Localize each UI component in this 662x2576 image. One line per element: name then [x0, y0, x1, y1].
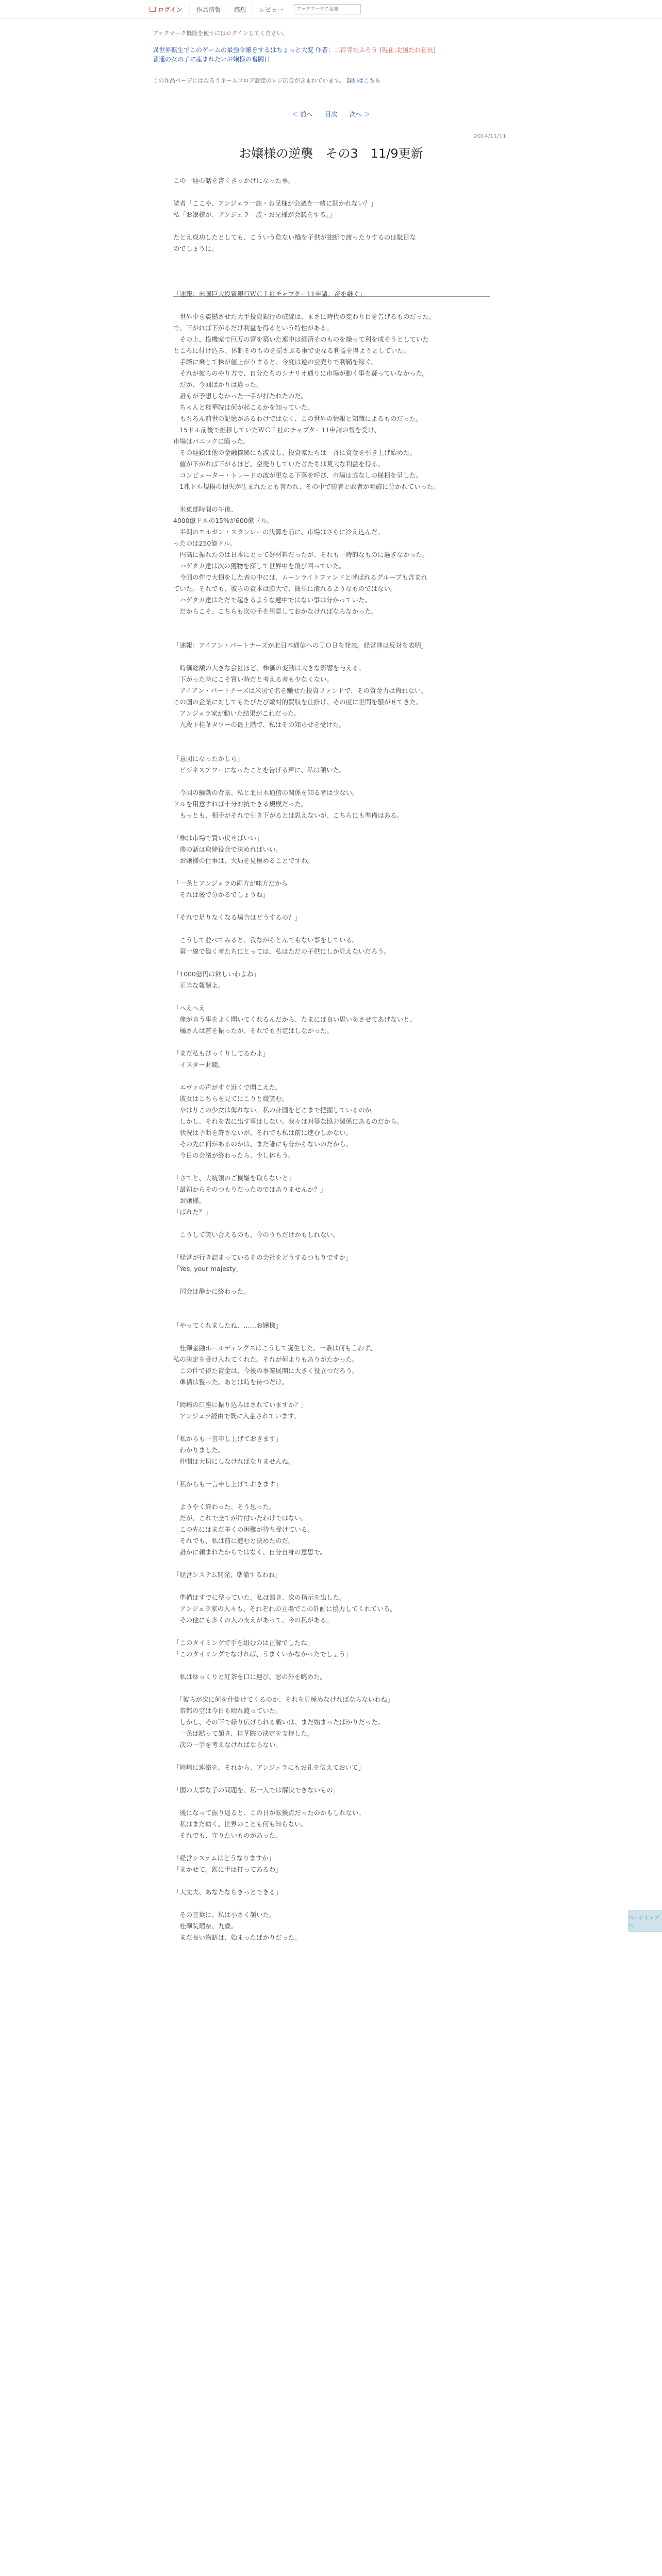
top-navigation-inner — [145, 0, 361, 19]
body-line: この先にはまだ多くの困難が待ち受けている。 — [173, 1526, 314, 1533]
body-line: 「経営が行き詰まっているその会社をどうするつもりですか」 — [173, 1253, 352, 1261]
body-line: 準備は整った。あとは時を待つだけ。 — [173, 1378, 289, 1386]
body-line: 帝都の空は今日も晴れ渡っていた。 — [173, 1707, 282, 1715]
body-line: やはりこの少女は侮れない。私の計画をどこまで把握しているのか。 — [173, 1106, 378, 1114]
body-line: 俺が言う事をよく聞いてくれるんだから、たまには良い思いをさせてあげないと。 — [173, 1015, 416, 1023]
body-line: ビジネスアワーになったことを告げる声に、私は頷いた。 — [173, 766, 346, 774]
body-line: 「ばれた？」 — [173, 1208, 212, 1216]
body-line: 「国の大事な子の問題を、私一人では解決できないもの」 — [173, 1786, 340, 1794]
body-line: 橘さんは首を振ったが、それでも否定はしなかった。 — [173, 1027, 333, 1035]
body-line: 「経営システムはどうなりますか」 — [173, 1854, 275, 1862]
body-line: 「速報：米国巨大投資銀行ＷＣＩ社チャプター11申請。帝を継ぐ」 — [173, 290, 366, 298]
body-line: 後の話は取締役会で決めればいい。 — [173, 845, 282, 853]
top-navigation — [0, 0, 662, 19]
body-line: 市場はパニックに陥った。 — [173, 437, 250, 445]
body-line — [173, 957, 490, 969]
body-line — [173, 1558, 490, 1569]
body-line: 次の一手を考えなければならない。 — [173, 1741, 282, 1749]
body-line — [173, 1796, 490, 1807]
body-line: コンピューター・トレードの波が更なる下落を呼び、市場は底なしの様相を呈した。 — [173, 471, 422, 479]
body-line: 「さてと、大統領のご機嫌を取らないと」 — [173, 1174, 295, 1182]
body-line — [173, 617, 490, 629]
body-line: のでしょうに。 — [173, 245, 218, 252]
body-line — [173, 1071, 490, 1082]
body-line — [173, 1660, 490, 1671]
body-line: ハゲタカ達は次の獲物を探して世界中を飛び回っていた。 — [173, 562, 345, 570]
body-line: ちゃんと桂華院は何が起こるかを知っていた。 — [173, 403, 314, 411]
body-line: 値が下がれば下がるほど、空売りしていた者たちは莫大な利益を得る。 — [173, 460, 384, 468]
body-line — [173, 1309, 490, 1320]
bookmark-notice-suffix: してください。 — [248, 30, 288, 37]
body-line: 国会は静かに終わった。 — [173, 1287, 250, 1295]
login-link[interactable] — [145, 5, 189, 14]
body-line: 時価総額の大きな会社ほど、株価の変動は大きな影響を与える。 — [173, 664, 365, 672]
body-line: たとえ成功したとしても、こういう危ない橋を子供が独断で渡ったりするのは駄目な — [173, 233, 416, 241]
body-line — [173, 629, 490, 640]
body-line: 「一条とアンジェラの両方が味方だから — [173, 879, 288, 887]
body-line: ていた。それでも、彼らの資本は膨大で、簡単に潰れるようなものではない。 — [173, 585, 397, 592]
body-line: 「岡崎の口座に振り込みはされていますか？」 — [173, 1401, 308, 1409]
body-line — [173, 867, 490, 878]
body-line — [173, 1875, 490, 1887]
body-line — [173, 187, 490, 198]
chapter-date: 2014/11/11 — [473, 133, 506, 140]
body-line: 「Yes, your majesty」 — [173, 1265, 242, 1273]
bookmark-add-input[interactable] — [294, 4, 361, 14]
body-line: 今回の件で大損をした者の中には、ムーンライトファンドと呼ばれるグループも含まれ — [173, 573, 427, 581]
body-line: アンジェラ家が動いた結果がこれだった。 — [173, 709, 301, 717]
body-line: お嬢様。 — [173, 1197, 205, 1205]
body-line: 「このタイミングで手を組むのは正解でしたね」 — [173, 1639, 314, 1647]
body-line: 「大丈夫、あなたならきっとできる」 — [173, 1888, 282, 1896]
body-line: その上、投機家で巨万の富を築いた連中は経済そのものを操って利を成そうとしていた — [173, 335, 429, 343]
body-line: 「それで足りなくなる場合はどうするの？」 — [173, 913, 301, 921]
body-line: 私はゆっくりと紅茶を口に運び、窓の外を眺めた。 — [173, 1673, 326, 1681]
body-line: 彼女はこちらを見てにこりと微笑む。 — [173, 1095, 289, 1103]
body-line: ようやく終わった、そう思った。 — [173, 1503, 276, 1511]
body-line — [173, 1581, 490, 1592]
body-line: 「株は市場で買い戻せばいい」 — [173, 834, 263, 842]
series-info — [153, 45, 508, 55]
body-line — [173, 221, 490, 232]
body-line — [173, 1422, 490, 1433]
ad-warning-detail-link[interactable]: 詳細はこちら — [346, 77, 381, 84]
body-line: 今回の騒動の背景、私と北日本通信の関係を知る者は少ない。 — [173, 789, 359, 796]
body-line: エヴァの声がすぐ近くで聞こえた。 — [173, 1083, 282, 1091]
body-line — [173, 1275, 490, 1286]
series-subtitle: 普通の女の子に産まれたいお嬢様の奮闘日 — [153, 56, 271, 63]
body-line: 手際に乗じて株が値上がりすると、今度は逆の空売りで利鞘を稼ぐ。 — [173, 358, 378, 366]
ad-warning — [153, 76, 508, 84]
body-line: アイアン・パートナーズは米国で名を馳せた投資ファンドで、その資金力は侮れない。 — [173, 687, 427, 694]
novel-header — [153, 29, 508, 84]
series-title-link[interactable]: 異世界転生でこのゲームの最強令嬢をするはちょっと大変 — [153, 46, 314, 54]
body-line: 4000億ドルの15%が600億ドル。 — [173, 517, 273, 524]
body-line — [173, 1751, 490, 1762]
body-line: 私「お嬢様が、アンジェラ一族・お兄様が会議をする。」 — [173, 211, 336, 218]
body-line: 桂華院瑠奈、九歳。 — [173, 1922, 237, 1930]
body-line: 「彼らが次に何を仕掛けてくるのか、それを見極めなければならないわね」 — [173, 1696, 394, 1703]
body-line: こうして笑い合えるのも、今のうちだけかもしれない。 — [173, 1231, 340, 1239]
body-line — [173, 255, 490, 266]
body-line: アンジェラ経由で既に入金されています。 — [173, 1412, 300, 1420]
body-line — [173, 991, 490, 1003]
body-line: 半期のモルガン・スタンレーの決算を前に、市場はさらに冷え込んだ。 — [173, 528, 384, 536]
body-line — [173, 1490, 490, 1501]
body-line: 円高に振れたのは日本にとって好材料だったが、それも一時的なものに過ぎなかった。 — [173, 551, 429, 558]
body-line: 「私からも一言申し上げておきます」 — [173, 1435, 282, 1443]
body-line: 1兆ドル規模の損失が生まれたとも言われ、その中で勝者と敗者が明確に分かれていった。 — [173, 483, 440, 490]
body-line — [173, 1037, 490, 1048]
body-line — [173, 1467, 490, 1479]
body-line: 「やってくれましたね、……お嬢様」 — [173, 1321, 282, 1329]
body-line: だが、今回ばかりは違った。 — [173, 381, 263, 388]
ad-warning-text: この作品ページにはなろうネームブログ設定のレジ広告が含まれています。 — [153, 77, 345, 84]
body-line: 米東部時間の午後、 — [173, 505, 237, 513]
body-line: 下がった時にこそ買い時だと考える者も少なくない。 — [173, 675, 333, 683]
body-line: 誰もが予想しなかった一手が打たれたのだ。 — [173, 392, 308, 400]
author-link[interactable]: 二百寺たふろう (現在:北国たれ社長) — [334, 46, 436, 54]
body-line: 九段下桂華タワーの最上階で、私はその知らせを受けた。 — [173, 721, 345, 728]
body-line: ところに付け込み、体制そのものを揺さぶる事で更なる利益を得ようとしていた。 — [173, 347, 410, 354]
bookmark-notice-login-link[interactable]: ログイン — [226, 30, 249, 37]
body-line: ハゲタカ達はただで起きるような連中ではない事は分かっていた。 — [173, 596, 371, 604]
page-top-button[interactable]: ページトップへ — [628, 1910, 662, 1932]
body-line: しかし、その下で繰り広げられる戦いは、まだ始まったばかりだった。 — [173, 1718, 384, 1726]
body-line: 「岡崎に連絡を。それから、アンジェラにもお礼を伝えておいて」 — [173, 1764, 365, 1771]
body-line — [173, 1898, 490, 1909]
body-line: まだ長い物語は、始まったばかりだった。 — [173, 1934, 301, 1941]
body-line: 一条は黙って頷き、桂華院の決定を支持した。 — [173, 1730, 314, 1737]
body-line: 15ドル前後で推移していたＷＣＩ社のチャプター11申請の報を受け、 — [173, 426, 381, 434]
bookmark-notice-prefix: ブックマーク機能を使うには — [153, 30, 226, 37]
body-line: しかし、それを表に出す事はしない。我々は対等な協力関係にあるのだから。 — [173, 1117, 404, 1125]
body-line: 「へえへえ」 — [173, 1004, 212, 1012]
body-line: それでも、守りたいものがあった。 — [173, 1832, 282, 1839]
body-line: こうして並べてみると、我ながらとんでもない事をしている。 — [173, 936, 359, 944]
body-line — [173, 1626, 490, 1637]
body-line — [173, 651, 490, 663]
body-line: もちろん前世の記憶があるわけではなく、この世界の情報と知識によるものだった。 — [173, 415, 422, 422]
body-line: 「私からも一言申し上げておきます」 — [173, 1480, 282, 1488]
body-line: アンジェラ家の人々も、それぞれの立場でこの計画に協力してくれている。 — [173, 1605, 396, 1613]
body-line: 読者「ここや、アンジェラ一族・お兄様が会議を一緒に開かれない？」 — [173, 199, 377, 207]
body-line: 後になって振り返ると、この日が転換点だったのかもしれない。 — [173, 1809, 365, 1817]
body-line: ドルを用意すれば十分対抗できる規模だった。 — [173, 800, 308, 808]
body-line: その連鎖は他の金融機関にも波及し、投資家たちは一斉に資金を引き上げ始めた。 — [173, 449, 416, 456]
body-line — [173, 266, 490, 277]
body-line: 「速報：アイアン・パートナーズが北日本通信へのＴＯＢを発表。経営陣は反対を表明」 — [173, 641, 428, 649]
body-line — [173, 300, 490, 311]
body-line — [173, 1841, 490, 1853]
body-line: 世界中を震撼させた大手投資銀行の破綻は、まさに時代の変わり目を告げるものだった。 — [173, 313, 436, 320]
body-line: 「意図になったかしら」 — [173, 755, 244, 762]
body-line — [173, 923, 490, 935]
nav-review[interactable]: レビュー — [252, 5, 290, 14]
body-line: 私の決定を受け入れてくれた。それが何よりもありがたかった。 — [173, 1355, 359, 1363]
body-line: 「まだ私もびっくりしてるわよ」 — [173, 1049, 269, 1057]
body-line: この一連の話を書くきっかけになった事。 — [173, 177, 295, 184]
chapter-pager — [0, 110, 662, 118]
chapter-title: お嬢様の逆襲 その3 11/9更新 — [239, 146, 423, 161]
bookmark-notice — [153, 29, 508, 37]
body-line — [173, 1241, 490, 1252]
body-line — [173, 1297, 490, 1309]
body-line: ったのは250億ドル。 — [173, 539, 236, 547]
toc-link[interactable]: 目次 — [324, 111, 337, 118]
body-line: この国の企業に対してもたびたび敵対的買収を仕掛け、その度に世間を騒がせてきた。 — [173, 698, 423, 706]
nav-impressions[interactable]: 感想 — [227, 5, 252, 14]
body-line — [173, 731, 490, 742]
body-line: この件で得た資金は、今後の事業展開に大きく役立つだろう。 — [173, 1367, 359, 1375]
body-line — [173, 821, 490, 833]
novel-body — [173, 175, 490, 1943]
body-line: その言葉に、私は小さく頷いた。 — [173, 1911, 276, 1919]
body-line: わかりました。 — [173, 1446, 225, 1454]
body-line: 準備はすでに整っていた。私は頷き、次の指示を出した。 — [173, 1594, 346, 1601]
body-line: もっとも、相手がそれで引き下がるとは思えないが、こちらにも準備はある。 — [173, 811, 404, 819]
body-line: 誰かに頼まれたからではなく、自分自身の意思で。 — [173, 1548, 326, 1556]
body-line — [173, 1388, 490, 1399]
next-chapter-link[interactable]: 次へ ＞ — [349, 111, 370, 118]
body-line — [173, 1773, 490, 1785]
body-line: だからこそ、こちらも次の手を用意しておかなければならなかった。 — [173, 607, 378, 615]
body-line: お嬢様の仕事は、大局を見極めることですわ。 — [173, 857, 314, 865]
body-line: それは後で分かるでしょうね」 — [173, 891, 269, 899]
body-line — [173, 277, 490, 289]
login-icon — [150, 7, 156, 12]
body-line: 今日の会議が終わったら、少し休もう。 — [173, 1151, 295, 1159]
body-line: 私はまだ幼く、世界のことも何も知らない。 — [173, 1820, 307, 1828]
body-line — [173, 1161, 490, 1173]
body-line: それが彼らのやり方で、自分たちのシナリオ通りに市場が動く事を疑っていなかった。 — [173, 369, 429, 377]
login-label: ログイン — [158, 6, 183, 13]
body-line: その他にも多くの人の支えがあって、今の私がある。 — [173, 1616, 333, 1624]
body-line: 「このタイミングでなければ、うまくいかなかったでしょう」 — [173, 1650, 352, 1658]
body-line: 「1000億円は欲しいわよね」 — [173, 970, 260, 978]
body-line: その先に何があるのかは、まだ誰にも分からないのだから。 — [173, 1140, 352, 1148]
body-line: イスター財閥。 — [173, 1061, 225, 1069]
author-label: 作者： — [315, 46, 334, 54]
body-line — [173, 1683, 490, 1694]
body-line: だが、これで全てが片付いたわけではない。 — [173, 1514, 308, 1522]
body-line: 「経営システム開発、準備するわね」 — [173, 1571, 282, 1579]
body-line — [173, 776, 490, 787]
body-line — [173, 901, 490, 912]
body-line: それでも、私は前に進むと決めたのだ。 — [173, 1537, 295, 1545]
body-line: 状況は予断を許さないが、それでも私は前に進むしかない。 — [173, 1129, 352, 1137]
body-line: で、下がれば下がるだけ利益を得るという特性がある。 — [173, 324, 333, 332]
body-line — [173, 493, 490, 504]
prev-chapter-link[interactable]: ＜ 前へ — [292, 111, 313, 118]
body-line: 正当な報酬よ。 — [173, 981, 225, 989]
body-line — [173, 1331, 490, 1343]
nav-work-info[interactable]: 作品情報 — [189, 5, 227, 14]
body-line: 第一線で働く者たちにとっては、私はただの子供にしか見えないだろう。 — [173, 947, 391, 955]
body-line: 「まかせて。既に手は打ってあるわ」 — [173, 1866, 282, 1873]
body-line — [173, 742, 490, 753]
body-line: 仲間は大切にしなければなりませんね。 — [173, 1458, 295, 1465]
body-line: 「最初からそのつもりだったのではありませんか？」 — [173, 1185, 327, 1193]
body-line — [173, 1218, 490, 1229]
body-line: 桂華金融ホールディングスはこうして誕生した。一条は何も言わず、 — [173, 1344, 376, 1352]
